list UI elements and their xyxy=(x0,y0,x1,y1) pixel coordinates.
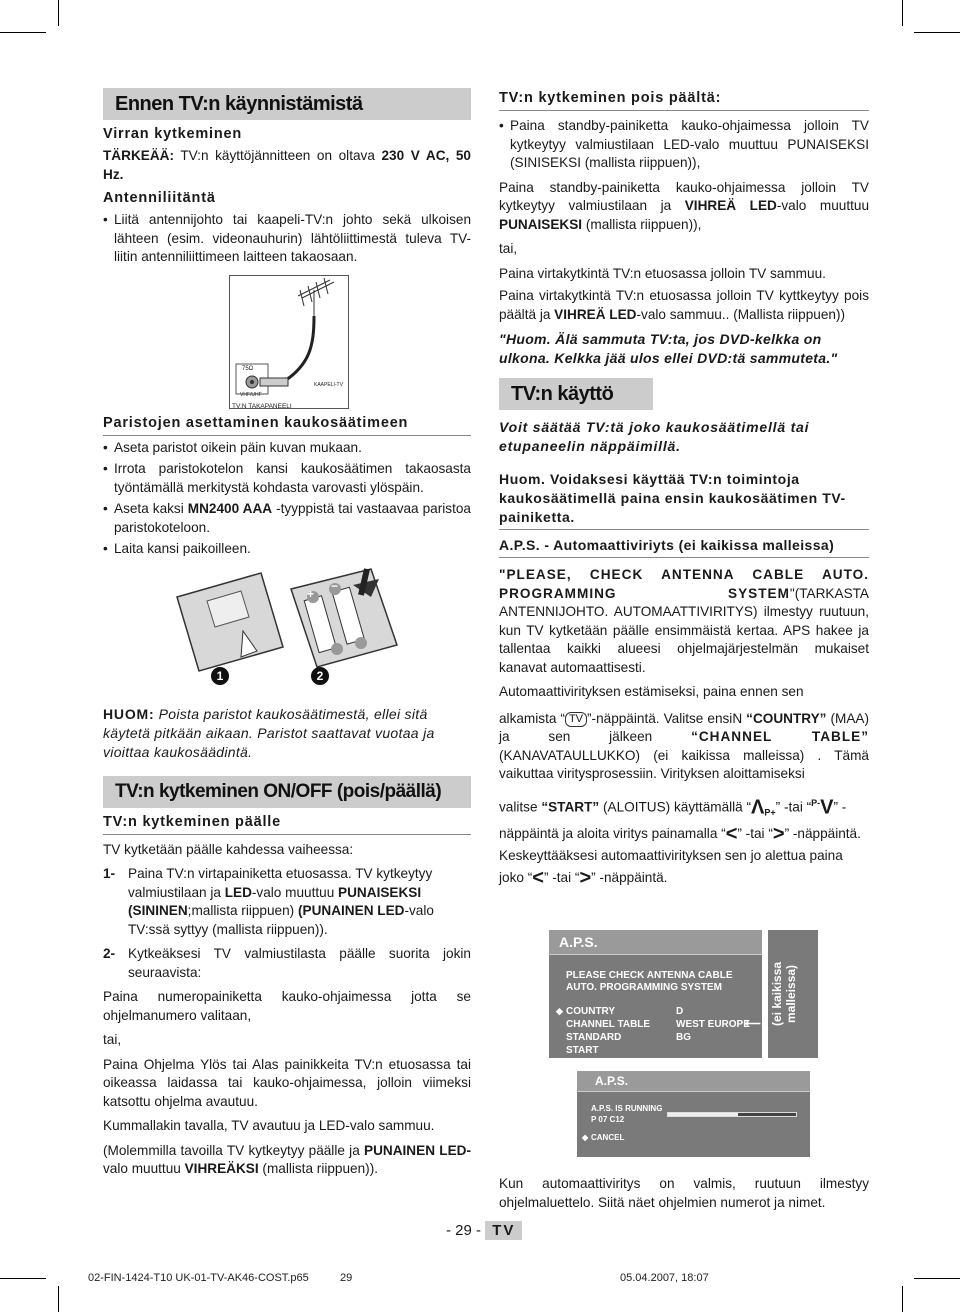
crop-mark xyxy=(902,1286,903,1312)
power-on-parenthesis: (Molemmilla tavoilla TV kytkeytyy päälle ja PUNAINEN LED-valo muuttuu VIHREÄKSI (mallista riippuen)). xyxy=(103,1142,471,1176)
power-on-intro: TV kytketään päälle kahdessa vaiheessa: xyxy=(103,841,354,857)
page-number: - 29 - TV xyxy=(446,1222,522,1239)
right-arrow-icon: > xyxy=(772,822,785,845)
aps-menu-item-start[interactable]: START xyxy=(566,1045,599,1056)
battery-item: • Laita kansi paikoilleen. xyxy=(103,540,471,559)
up-arrow-icon: Λ xyxy=(751,796,765,819)
power-off-heading: TV:n kytkeminen pois päältä: xyxy=(499,88,869,111)
power-on-both: Kummallakin tavalla, TV avautuu ja LED-valo sammuu. xyxy=(103,1118,435,1133)
antenna-illustration xyxy=(230,276,348,408)
plus-sign: + xyxy=(307,586,315,601)
power-text: TÄRKEÄÄ: TV:n käyttöjännitteen on oltava 230 V AC, 50 Hz. xyxy=(103,148,471,182)
step-number-1: 1 xyxy=(211,667,229,685)
battery-figure xyxy=(171,567,411,695)
aps-menu-item-country[interactable]: COUNTRY xyxy=(566,1006,616,1017)
progress-bar xyxy=(667,1112,797,1117)
power-off-bullet: • Paina standby-painiketta kauko-ohjaimessa jolloin TV kytkeytyy valmiustilaan LED-valo muuttuu PUNAISEKSI (SINISEKSI (mallista riippuen)), xyxy=(499,117,869,173)
right-arrow-icon: > xyxy=(579,866,592,889)
battery-item: • Irrota paristokotelon kansi kaukosäätimen takaosasta työntämällä merkitystä kohdasta varovasti ylöspäin. xyxy=(103,460,471,497)
power-heading: Virran kytkeminen xyxy=(103,126,243,142)
aps-menu-value: WEST EUROPE xyxy=(676,1019,750,1030)
antenna-figure xyxy=(229,275,349,409)
power-on-heading: TV:n kytkeminen päälle xyxy=(103,812,471,835)
power-on-step-2: 2- Kytkeäksesi TV valmiustilasta päälle suorita jokin seuraavista: xyxy=(103,946,471,980)
aps-running-status: A.P.S. IS RUNNING xyxy=(591,1104,663,1113)
aps-text-4: valitse “START” (ALOITUS) käyttämällä “$\Lambda_{P+}$” -tai “$^{P-}$V” -näppäintä ja aloita viritys painamalla “<” -tai “>” -näppäintä. Keskeyttääksesi automaattivirityksen sen jo alettua paina joko “<” -tai “>” -näppäintä. xyxy=(499,796,861,889)
aps-menu-value: BG xyxy=(676,1032,691,1043)
aps-heading: A.P.S. - Automaattiviriyts (ei kaikissa malleissa) xyxy=(499,536,869,558)
tv-key-icon: TV xyxy=(565,712,587,727)
battery-item: • Aseta paristot oikein päin kuvan mukaan. xyxy=(103,439,471,458)
aps-menu-title: A.P.S. xyxy=(549,930,762,955)
aps-text-1: "PLEASE, CHECK ANTENNA CABLE AUTO. PROGRAMMING SYSTEM"(TARKASTA ANTENNIJOHTO. AUTOMAATTIVIRITYS) ilmestyy ruutuun, kun TV kytketään päälle ensimmäistä kertaa. APS hakee ja tallentaa kaikki alueesi ohjelmajärjestelmän mukaiset kanavat automaattisesti. xyxy=(499,567,869,675)
cable-line xyxy=(280,316,314,384)
crop-mark xyxy=(914,32,960,33)
power-off-standby: Paina standby-painiketta kauko-ohjaimessa jolloin TV kytkeytyy valmiustilaan ja VIHREÄ LED-valo muuttuu PUNAISEKSI (mallista riippuen)), xyxy=(499,179,870,232)
aps-menu-item-standard[interactable]: STANDARD xyxy=(566,1032,622,1043)
aps-menu-screen xyxy=(549,930,762,1058)
antenna-heading: Antenniliitäntä xyxy=(103,190,216,206)
crop-mark xyxy=(58,1286,59,1312)
progress-fill xyxy=(668,1113,738,1116)
power-off-switch: Paina virtakytkintä TV:n etuosassa jolloin TV sammuu. xyxy=(499,265,826,281)
left-arrow-icon: < xyxy=(725,822,738,845)
or-text: tai, xyxy=(103,1032,122,1047)
crop-mark xyxy=(914,1278,960,1279)
footer-filename: 02-FIN-1424-T10 UK-01-TV-AK46-COST.p65 xyxy=(88,1272,309,1284)
antenna-text: • Liitä antennijohto tai kaapeli-TV:n johto sekä ulkoisen lähteen (esim. videonauhurin) lähtöliittimestä tuleva TV-liitin antenniliittimeen laitteen takaosaan. xyxy=(103,211,471,267)
battery-item: • Aseta kaksi MN2400 AAA -tyyppistä tai vastaavaa paristoa paristokoteloon. xyxy=(103,500,471,537)
plug-icon xyxy=(260,378,288,386)
dvd-warning: "Huom. Älä sammuta TV:ta, jos DVD-kelkka on ulkona. Kelkka jää ulos ellei DVD:tä sammuteta." xyxy=(499,331,838,366)
power-on-numeric: Paina numeropainiketta kauko-ohjaimessa jotta se ohjelmanumero valitaan, xyxy=(103,989,471,1023)
aps-menu-value: D xyxy=(676,1006,684,1017)
left-arrow-icon: < xyxy=(532,866,544,889)
aps-menu-message: AUTO. PROGRAMMING SYSTEM xyxy=(566,982,722,993)
minus-sign: − xyxy=(331,578,339,593)
aps-text-2: Automaattivirityksen estämiseksi, paina ennen sen xyxy=(499,684,804,699)
footer-page: 29 xyxy=(340,1272,353,1284)
tv-use-note: Huom. Voidaksesi käyttää TV:n toimintoja kaukosäätimellä paina ensin kaukosäätimen TV-painiketta. xyxy=(499,470,869,530)
power-on-updown: Paina Ohjelma Ylös tai Alas painikkeita TV:n etuosassa tai oikeassa laidassa tai kauko-ohjaimessa, jolloin viimeksi katsottu ohjelma avautuu. xyxy=(103,1056,471,1109)
aps-running-screen xyxy=(577,1071,810,1157)
footer-date: 05.04.2007, 18:07 xyxy=(620,1272,709,1284)
rear-panel-label: TV:N TAKAPANEELI xyxy=(232,402,292,410)
vhf-label: VHF/UHF xyxy=(240,391,262,398)
left-column xyxy=(103,88,471,1179)
aps-menu-message: PLEASE CHECK ANTENNA CABLE xyxy=(566,970,733,981)
not-all-models-tag: (ei kaikissa malleissa) xyxy=(768,930,818,1058)
aps-text-3: alkamista “ TV ”-näppäintä. Valitse ensiN “COUNTRY” (MAA) ja sen jälkeen “CHANNEL TABLE” (KANAVATAULLUKKO) (ei kaikissa malleissa) . Tämä vaikuttaa viritysprosessiin. Virityksen aloittamiseksi xyxy=(499,710,869,781)
crop-mark xyxy=(0,32,46,33)
pointer-arrow-icon: ⟵ xyxy=(745,1018,761,1030)
antenna-icon xyxy=(298,278,334,316)
or-text: tai, xyxy=(499,241,518,256)
aps-running-channel: P 07 C12 xyxy=(591,1115,625,1124)
selector-icon: ◆ xyxy=(556,1006,563,1016)
ohm-label: 75Ω xyxy=(242,365,254,372)
aps-finished-text: Kun automaattiviritys on valmis, ruutuun ilmestyy ohjelmaluettelo. Siitä näet ohjelmien numerot ja nimet. xyxy=(499,1176,869,1210)
crop-mark xyxy=(58,0,59,26)
section-title-before-start: Ennen TV:n käynnistämistä xyxy=(103,88,471,120)
down-arrow-icon: V xyxy=(820,796,834,819)
remote-right-icon xyxy=(291,569,397,667)
aps-menu-item-channel-table[interactable]: CHANNEL TABLE xyxy=(566,1019,651,1030)
aps-running-title: A.P.S. xyxy=(577,1071,810,1092)
right-column xyxy=(499,88,869,889)
battery-heading: Paristojen asettaminen kaukosäätimeen xyxy=(103,413,471,436)
power-on-step-1: 1- Paina TV:n virtapainiketta etuosassa. TV kytkeytyy valmiustilaan ja LED-valo muuttuu PUNAISEKSI (SININEN;mallista riippuen) (PUNAINEN LED-valo TV:ssä syttyy (mallista riippuen)). xyxy=(103,866,434,937)
tv-use-italic: Voit säätää TV:tä joko kaukosäätimellä tai etupaneelin näppäimillä. xyxy=(499,419,810,454)
section-title-tv-use: TV:n käyttö xyxy=(499,378,653,410)
cancel-option[interactable]: CANCEL xyxy=(591,1133,625,1142)
remote-left-icon xyxy=(177,573,283,671)
remote-battery-illustration xyxy=(171,567,411,695)
power-off-switch-led: Paina virtakytkintä TV:n etuosassa jolloin TV kyttkeytyy pois päältä ja VIHREÄ LED-valo sammuu.. (Mallista riippuen)) xyxy=(499,288,869,322)
step-number-2: 2 xyxy=(311,667,329,685)
crop-mark xyxy=(902,0,903,26)
selector-icon: ◆ xyxy=(582,1133,589,1142)
battery-note: HUOM: Poista paristot kaukosäätimestä, ellei sitä käytetä pitkään aikaan. Paristot saattavat vuotaa ja vioittaa kaukosäädintä. xyxy=(103,705,435,760)
section-title-on-off: TV:n kytkeminen ON/OFF (pois/päällä) xyxy=(103,776,471,808)
cable-tv-label: KAAPELI-TV xyxy=(314,381,343,388)
crop-mark xyxy=(0,1278,46,1279)
